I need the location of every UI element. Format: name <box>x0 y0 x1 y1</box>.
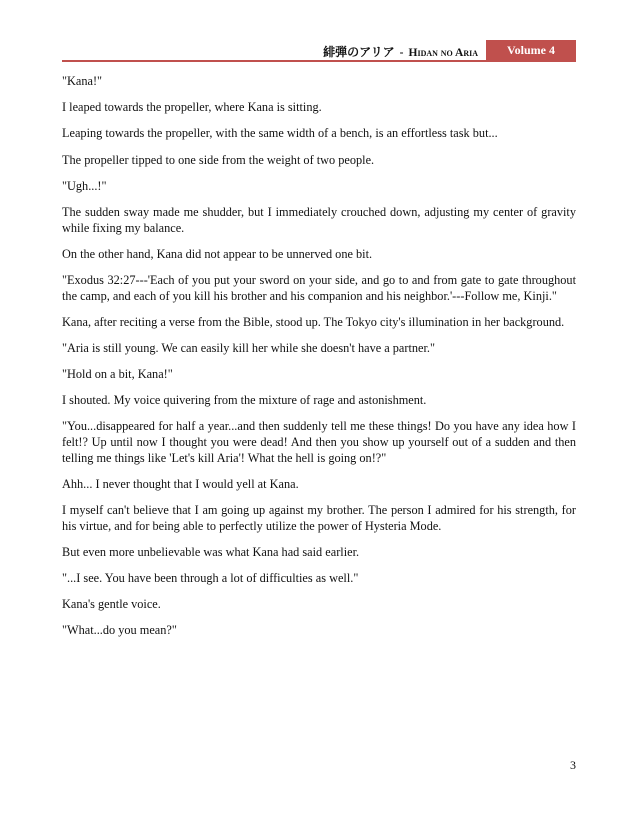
paragraph: I myself can't believe that I am going up against my brother. The person I admired for his strength, for his virtue, and for being able to perfectly utilize the power of Hysteria Mode. <box>62 503 576 533</box>
page-body <box>62 74 576 650</box>
paragraph: I leaped towards the propeller, where Kana is sitting. <box>62 100 322 115</box>
paragraph: The sudden sway made me shudder, but I immediately crouched down, adjusting my center of gravity while fixing my balance. <box>62 204 576 235</box>
paragraph: "Hold on a bit, Kana!" <box>62 367 173 382</box>
paragraph: "...I see. You have been through a lot of difficulties as well." <box>62 570 359 585</box>
volume-label: Volume 4 <box>507 42 555 57</box>
header-separator: - <box>399 47 404 59</box>
paragraph: Leaping towards the propeller, with the same width of a bench, is an effortless task but... <box>62 126 498 141</box>
paragraph: On the other hand, Kana did not appear to be unnerved one bit. <box>62 246 373 261</box>
paragraph: But even more unbelievable was what Kana had said earlier. <box>62 544 360 559</box>
paragraph: "Ugh...!" <box>62 178 107 193</box>
header-rule <box>62 60 576 62</box>
paragraph: "Exodus 32:27---'Each of you put your sword on your side, and go to and from gate to gate throughout the camp, and each of you kill his brother and his companion and his neighbor.'---Follow me, Kinji." <box>62 272 576 303</box>
paragraph: "What...do you mean?" <box>62 623 177 638</box>
paragraph: The propeller tipped to one side from the weight of two people. <box>62 152 375 167</box>
header-title-en: Hidan no Aria <box>408 47 478 59</box>
header-title <box>323 43 478 60</box>
paragraph: "Kana!" <box>62 74 103 88</box>
header-title-jp: 緋弾のアリア <box>323 45 395 59</box>
paragraph: Kana, after reciting a verse from the Bible, stood up. The Tokyo city's illumination in her background. <box>62 314 565 329</box>
paragraph: Kana's gentle voice. <box>62 597 161 612</box>
volume-badge <box>486 40 576 60</box>
page-header <box>62 40 576 60</box>
paragraph: Ahh... I never thought that I would yell at Kana. <box>62 476 299 491</box>
page-number: 3 <box>570 758 576 772</box>
paragraph: I shouted. My voice quivering from the mixture of rage and astonishment. <box>62 393 427 408</box>
paragraph: "You...disappeared for half a year...and then suddenly tell me these things! Do you have any idea how I felt!? Up until now I thought you were dead! And then you show up yourself out of a sudden and then telling me things like 'Let's kill Aria'! What the hell is going on!?" <box>62 419 576 465</box>
paragraph: "Aria is still young. We can easily kill her while she doesn't have a partner." <box>62 340 436 355</box>
